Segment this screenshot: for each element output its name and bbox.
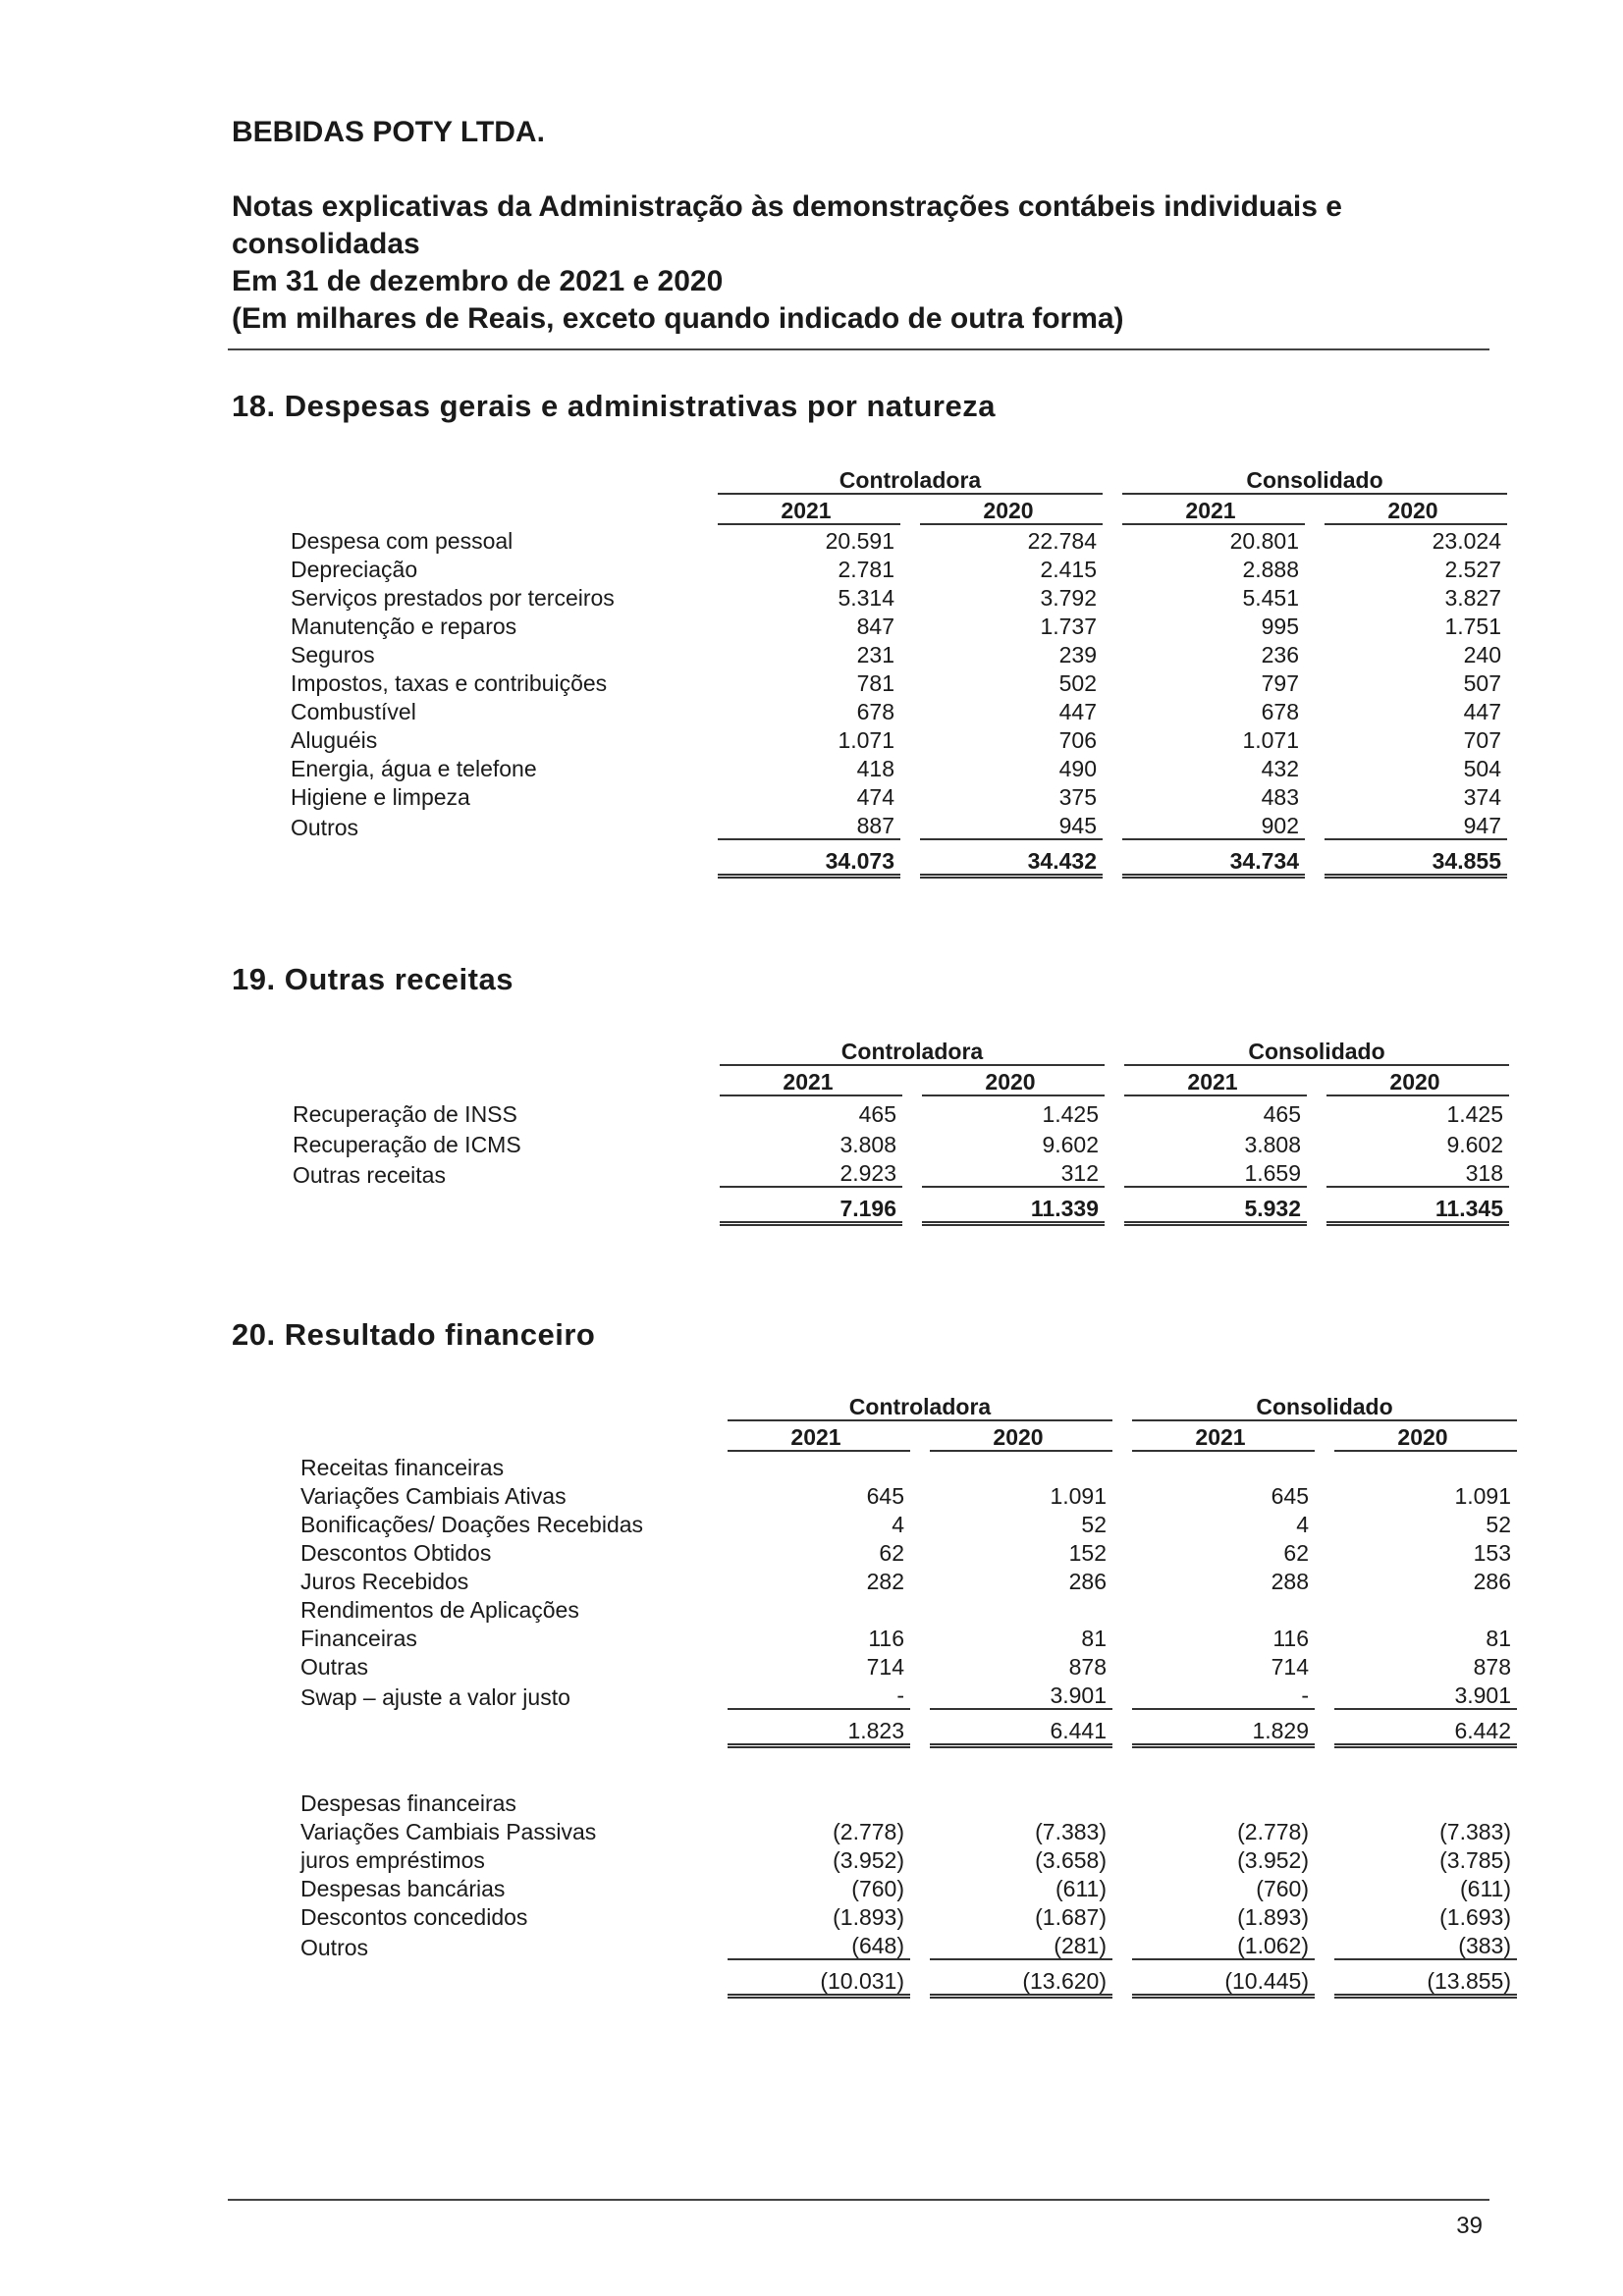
value-cell: (1.062) — [1132, 1930, 1315, 1960]
year-header: 2020 — [1326, 1066, 1509, 1096]
value-cell: 706 — [1058, 727, 1097, 753]
header-title-line: consolidadas — [232, 228, 420, 260]
total-cell: 34.073 — [718, 840, 900, 879]
value-cell: 447 — [1058, 699, 1097, 724]
total-cell: 7.196 — [720, 1188, 902, 1226]
year-header: 2021 — [728, 1421, 910, 1452]
value-cell: 507 — [1463, 670, 1501, 696]
table-row — [293, 1157, 1509, 1188]
value-cell: 1.751 — [1444, 614, 1501, 639]
table-row — [300, 1680, 1517, 1710]
table-row — [300, 1566, 1517, 1594]
despesas-heading: Despesas financeiras — [300, 1790, 516, 1816]
table-row — [300, 1873, 1517, 1901]
value-cell: (3.952) — [833, 1847, 904, 1873]
group-header-consolidado: Consolidado — [1132, 1390, 1517, 1421]
company-name: BEBIDAS POTY LTDA. — [232, 116, 545, 148]
value-cell: 22.784 — [1027, 528, 1097, 554]
table-row — [300, 1901, 1517, 1930]
section-19-title: 19. Outras receitas — [232, 962, 514, 996]
value-cell: (611) — [1055, 1876, 1107, 1901]
row-label: Impostos, taxas e contribuições — [291, 670, 608, 696]
value-cell — [1334, 1594, 1517, 1623]
year-header: 2020 — [920, 495, 1103, 525]
value-cell: (1.893) — [1237, 1904, 1309, 1930]
total-cell: 11.339 — [922, 1188, 1105, 1226]
value-cell: (3.658) — [1035, 1847, 1107, 1873]
value-cell: 1.659 — [1124, 1157, 1307, 1188]
value-cell: 947 — [1325, 810, 1507, 840]
page-number: 39 — [1456, 2213, 1483, 2239]
value-cell: 995 — [1261, 614, 1299, 639]
total-row — [291, 840, 1507, 879]
value-cell: 23.024 — [1432, 528, 1501, 554]
value-cell: 375 — [1058, 784, 1097, 810]
value-cell: 945 — [920, 810, 1103, 840]
value-cell — [1132, 1594, 1315, 1623]
total-row — [293, 1188, 1509, 1226]
row-label: Outros — [291, 815, 359, 840]
value-cell: (383) — [1334, 1930, 1517, 1960]
value-cell: (648) — [728, 1930, 910, 1960]
value-cell — [930, 1594, 1112, 1623]
value-cell: 418 — [856, 756, 894, 781]
value-cell: 52 — [1486, 1512, 1511, 1537]
table-row — [291, 554, 1507, 582]
value-cell: 153 — [1473, 1540, 1511, 1566]
table-row — [291, 611, 1507, 639]
value-cell: (1.687) — [1035, 1904, 1107, 1930]
value-cell: 504 — [1463, 756, 1501, 781]
year-header: 2021 — [718, 495, 900, 525]
value-cell: 282 — [866, 1569, 904, 1594]
subtotal-row — [300, 1710, 1517, 1748]
value-cell: 474 — [856, 784, 894, 810]
value-cell: 1.425 — [1042, 1101, 1099, 1127]
value-cell: 286 — [1068, 1569, 1107, 1594]
row-label: Aluguéis — [291, 727, 378, 753]
row-label: Financeiras — [300, 1626, 417, 1651]
value-cell: 2.923 — [720, 1157, 902, 1188]
value-cell: 645 — [866, 1483, 904, 1509]
value-cell: (1.893) — [833, 1904, 904, 1930]
value-cell: (7.383) — [1439, 1819, 1511, 1844]
value-cell: 847 — [856, 614, 894, 639]
value-cell: 5.314 — [838, 585, 894, 611]
value-cell: 62 — [879, 1540, 904, 1566]
value-cell: (3.785) — [1439, 1847, 1511, 1873]
subheading-row — [300, 1452, 1517, 1480]
table-row — [291, 781, 1507, 810]
section-18-title: 18. Despesas gerais e administrativas por natureza — [232, 389, 996, 423]
value-cell: 4 — [892, 1512, 904, 1537]
table-row — [300, 1623, 1517, 1651]
total-cell: 6.442 — [1334, 1710, 1517, 1748]
total-cell: 1.829 — [1132, 1710, 1315, 1748]
value-cell: 447 — [1463, 699, 1501, 724]
year-header: 2021 — [1122, 495, 1305, 525]
table-row — [291, 696, 1507, 724]
table-row — [291, 582, 1507, 611]
table-row — [291, 753, 1507, 781]
row-label: Depreciação — [291, 557, 418, 582]
table-row — [291, 810, 1507, 840]
value-cell: 52 — [1081, 1512, 1107, 1537]
value-cell: 312 — [922, 1157, 1105, 1188]
row-label: Variações Cambiais Passivas — [300, 1819, 597, 1844]
value-cell: 236 — [1261, 642, 1299, 667]
subtotal-row — [300, 1960, 1517, 1999]
value-cell: 374 — [1463, 784, 1501, 810]
table-row — [291, 639, 1507, 667]
table-row — [293, 1096, 1509, 1127]
table-row — [300, 1594, 1517, 1623]
value-cell: 3.792 — [1040, 585, 1097, 611]
value-cell: 1.071 — [838, 727, 894, 753]
header-title-line: Notas explicativas da Administração às demonstrações contábeis individuais e — [232, 190, 1342, 223]
total-cell: (10.445) — [1132, 1960, 1315, 1999]
row-label: Bonificações/ Doações Recebidas — [300, 1512, 644, 1537]
row-label: Recuperação de ICMS — [293, 1132, 521, 1157]
value-cell: 878 — [1473, 1654, 1511, 1680]
value-cell: 1.091 — [1050, 1483, 1107, 1509]
value-cell: 240 — [1463, 642, 1501, 667]
value-cell: 707 — [1463, 727, 1501, 753]
row-label: Combustível — [291, 699, 416, 724]
row-label: Rendimentos de Aplicações — [300, 1597, 579, 1623]
section-20-title: 20. Resultado financeiro — [232, 1317, 596, 1352]
value-cell: (281) — [930, 1930, 1112, 1960]
section-18-table — [291, 463, 1507, 879]
value-cell: (3.952) — [1237, 1847, 1309, 1873]
group-header-controladora: Controladora — [728, 1390, 1112, 1421]
table-row — [300, 1537, 1517, 1566]
table-row — [300, 1816, 1517, 1844]
value-cell: 81 — [1081, 1626, 1107, 1651]
table-row — [293, 1127, 1509, 1157]
year-header: 2020 — [930, 1421, 1112, 1452]
value-cell: (611) — [1460, 1876, 1511, 1901]
group-header-controladora: Controladora — [720, 1035, 1105, 1066]
value-cell: 3.827 — [1444, 585, 1501, 611]
value-cell: 5.451 — [1242, 585, 1299, 611]
row-label: Seguros — [291, 642, 375, 667]
value-cell: 3.901 — [1334, 1680, 1517, 1710]
year-header: 2021 — [1124, 1066, 1307, 1096]
total-cell: 6.441 — [930, 1710, 1112, 1748]
year-header: 2020 — [1334, 1421, 1517, 1452]
document-header — [232, 188, 1488, 338]
total-cell: 5.932 — [1124, 1188, 1307, 1226]
section-19-table — [293, 1035, 1509, 1226]
year-header: 2021 — [1132, 1421, 1315, 1452]
table-row — [291, 525, 1507, 554]
value-cell: 2.527 — [1444, 557, 1501, 582]
table-row — [300, 1930, 1517, 1960]
value-cell: 1.091 — [1454, 1483, 1511, 1509]
value-cell: (760) — [1256, 1876, 1309, 1901]
value-cell: 714 — [1271, 1654, 1309, 1680]
value-cell: 490 — [1058, 756, 1097, 781]
total-cell: 34.855 — [1325, 840, 1507, 879]
value-cell: 318 — [1326, 1157, 1509, 1188]
table-row — [291, 724, 1507, 753]
value-cell: 902 — [1122, 810, 1305, 840]
row-label: Energia, água e telefone — [291, 756, 537, 781]
table-row — [300, 1844, 1517, 1873]
section-20-table — [300, 1390, 1517, 1999]
value-cell: (1.693) — [1439, 1904, 1511, 1930]
total-cell: (13.855) — [1334, 1960, 1517, 1999]
group-header-consolidado: Consolidado — [1122, 463, 1507, 495]
row-label: Recuperação de INSS — [293, 1101, 517, 1127]
value-cell: 678 — [1261, 699, 1299, 724]
header-divider — [228, 348, 1489, 350]
value-cell: 2.888 — [1242, 557, 1299, 582]
table-row — [291, 667, 1507, 696]
row-label: Juros Recebidos — [300, 1569, 469, 1594]
value-cell: 878 — [1068, 1654, 1107, 1680]
value-cell: (2.778) — [1237, 1819, 1309, 1844]
value-cell: 678 — [856, 699, 894, 724]
year-header: 2020 — [1325, 495, 1507, 525]
value-cell: 887 — [718, 810, 900, 840]
value-cell: - — [1132, 1680, 1315, 1710]
value-cell: 645 — [1271, 1483, 1309, 1509]
value-cell: 286 — [1473, 1569, 1511, 1594]
table-row — [300, 1509, 1517, 1537]
header-date-line: Em 31 de dezembro de 2021 e 2020 — [232, 265, 724, 297]
value-cell: 231 — [856, 642, 894, 667]
receitas-heading: Receitas financeiras — [300, 1455, 505, 1480]
row-label: Swap – ajuste a valor justo — [300, 1684, 570, 1710]
row-label: juros empréstimos — [300, 1847, 485, 1873]
group-header-controladora: Controladora — [718, 463, 1103, 495]
total-cell: (13.620) — [930, 1960, 1112, 1999]
value-cell: 3.808 — [839, 1132, 896, 1157]
year-header: 2020 — [922, 1066, 1105, 1096]
value-cell: 9.602 — [1042, 1132, 1099, 1157]
value-cell: 2.415 — [1040, 557, 1097, 582]
value-cell: 3.901 — [930, 1680, 1112, 1710]
value-cell: 239 — [1058, 642, 1097, 667]
row-label: Variações Cambiais Ativas — [300, 1483, 567, 1509]
total-cell: 34.734 — [1122, 840, 1305, 879]
total-cell: 34.432 — [920, 840, 1103, 879]
value-cell — [728, 1594, 910, 1623]
table-row — [300, 1480, 1517, 1509]
value-cell: 288 — [1271, 1569, 1309, 1594]
value-cell: 432 — [1261, 756, 1299, 781]
row-label: Outras — [300, 1654, 369, 1680]
footer-divider — [228, 2199, 1489, 2201]
value-cell: (2.778) — [833, 1819, 904, 1844]
value-cell: 714 — [866, 1654, 904, 1680]
value-cell: 20.591 — [825, 528, 894, 554]
table-row — [300, 1651, 1517, 1680]
value-cell: 1.425 — [1446, 1101, 1503, 1127]
total-cell: 1.823 — [728, 1710, 910, 1748]
subheading-row — [300, 1788, 1517, 1816]
value-cell: 4 — [1296, 1512, 1309, 1537]
value-cell: - — [728, 1680, 910, 1710]
value-cell: 781 — [856, 670, 894, 696]
value-cell: 20.801 — [1229, 528, 1299, 554]
value-cell: 3.808 — [1244, 1132, 1301, 1157]
value-cell: 81 — [1486, 1626, 1511, 1651]
value-cell: 797 — [1261, 670, 1299, 696]
value-cell: 465 — [858, 1101, 896, 1127]
value-cell: 62 — [1283, 1540, 1309, 1566]
value-cell: 1.071 — [1242, 727, 1299, 753]
row-label: Despesa com pessoal — [291, 528, 514, 554]
value-cell: 152 — [1068, 1540, 1107, 1566]
row-label: Despesas bancárias — [300, 1876, 506, 1901]
total-cell: 11.345 — [1326, 1188, 1509, 1226]
value-cell: 116 — [1272, 1626, 1309, 1651]
value-cell: 465 — [1263, 1101, 1301, 1127]
row-label: Outros — [300, 1935, 369, 1960]
value-cell: (760) — [851, 1876, 904, 1901]
value-cell: 9.602 — [1446, 1132, 1503, 1157]
value-cell: 502 — [1058, 670, 1097, 696]
row-label: Serviços prestados por terceiros — [291, 585, 615, 611]
value-cell: 483 — [1261, 784, 1299, 810]
group-header-consolidado: Consolidado — [1124, 1035, 1509, 1066]
value-cell: 116 — [868, 1626, 904, 1651]
year-header: 2021 — [720, 1066, 902, 1096]
row-label: Higiene e limpeza — [291, 784, 470, 810]
value-cell: 1.737 — [1040, 614, 1097, 639]
value-cell: 2.781 — [838, 557, 894, 582]
total-cell: (10.031) — [728, 1960, 910, 1999]
row-label: Descontos concedidos — [300, 1904, 528, 1930]
row-label: Manutenção e reparos — [291, 614, 517, 639]
row-label: Outras receitas — [293, 1162, 446, 1188]
value-cell: (7.383) — [1035, 1819, 1107, 1844]
header-units-line: (Em milhares de Reais, exceto quando indicado de outra forma) — [232, 302, 1124, 335]
row-label: Descontos Obtidos — [300, 1540, 492, 1566]
